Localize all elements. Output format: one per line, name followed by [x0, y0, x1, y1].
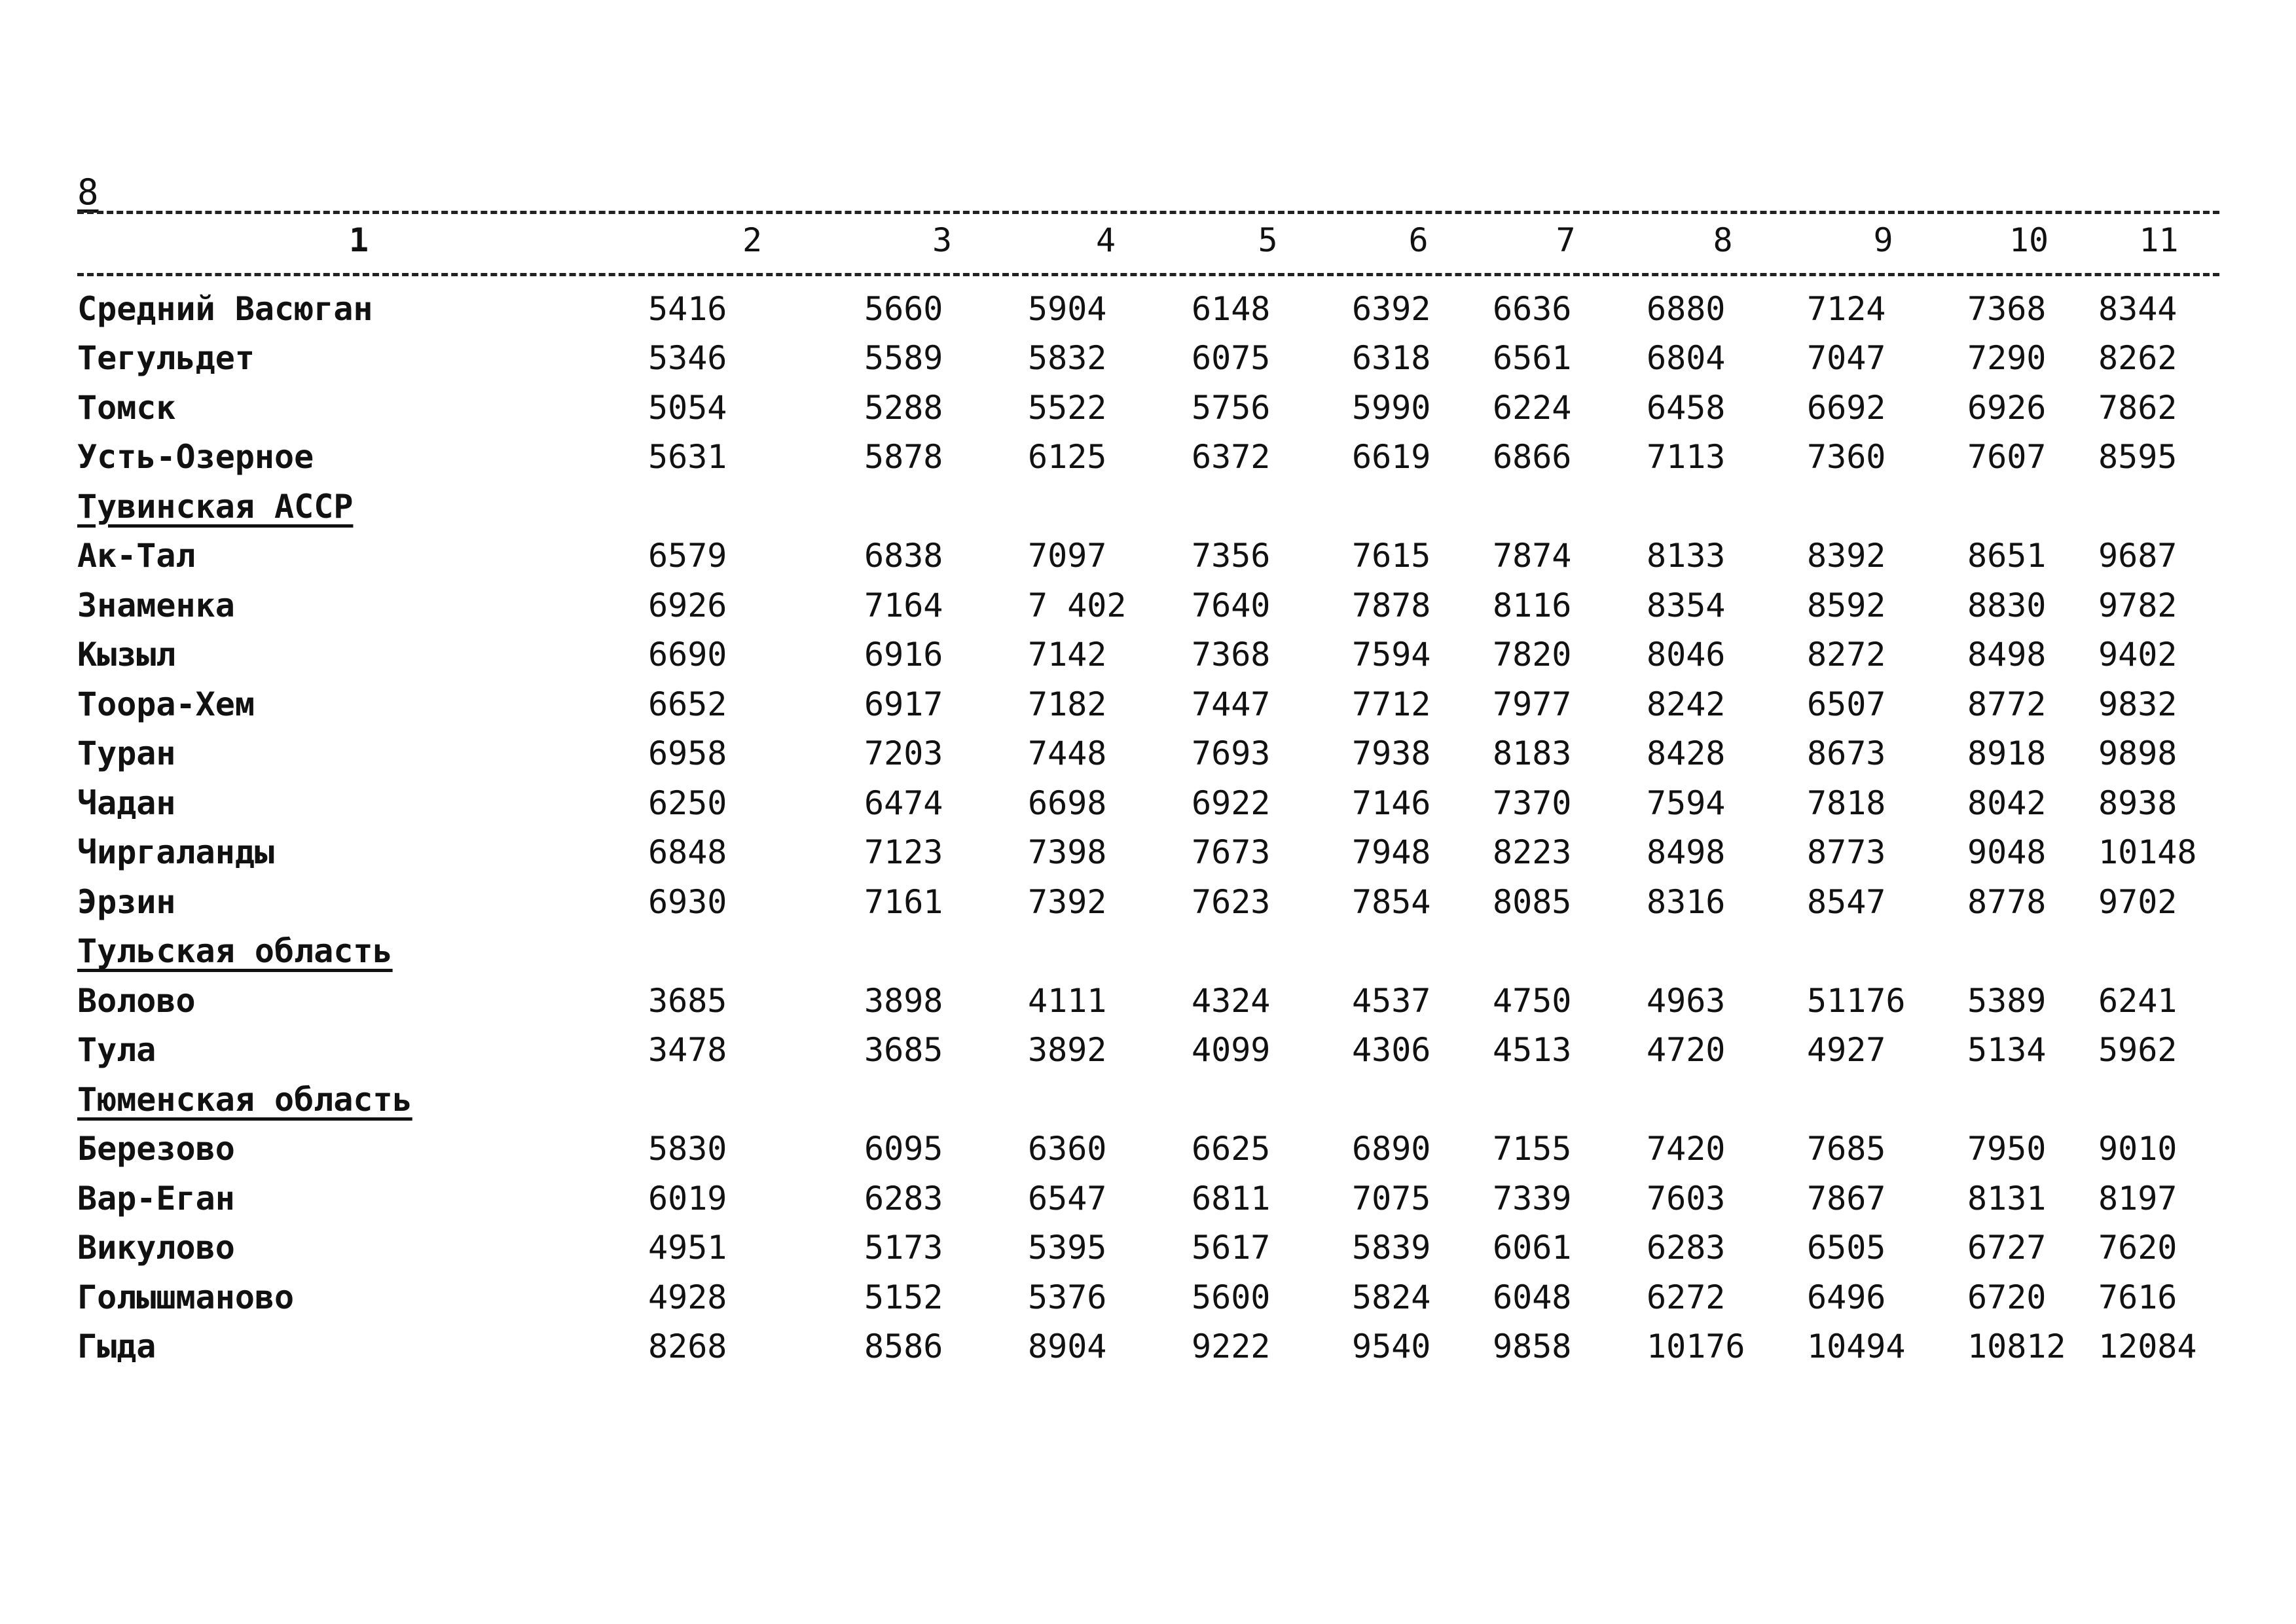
value-cell: 6019: [648, 1179, 727, 1218]
value-cell: 9540: [1352, 1327, 1431, 1366]
value-cell: 4537: [1352, 981, 1431, 1020]
value-cell: 7948: [1352, 833, 1431, 872]
header-row: [77, 223, 2219, 258]
value-cell: 51176: [1807, 981, 1906, 1020]
locality-name: Викулово: [77, 1229, 235, 1267]
value-cell: 7820: [1493, 636, 1572, 674]
value-cell: 4928: [648, 1278, 727, 1316]
value-cell: 9858: [1493, 1327, 1572, 1366]
value-cell: 8651: [1967, 537, 2047, 575]
value-cell: 7623: [1192, 882, 1271, 921]
column-header: 9: [1873, 221, 1893, 259]
value-cell: 8428: [1647, 734, 1726, 773]
value-cell: [856, 482, 1020, 532]
value-cell: 9010: [2098, 1130, 2178, 1168]
value-cell: 7182: [1028, 685, 1107, 723]
value-cell: 6360: [1028, 1130, 1107, 1168]
region-name: Тюменская область: [77, 1080, 412, 1119]
value-cell: 4720: [1647, 1031, 1726, 1070]
value-cell: 8268: [648, 1327, 727, 1366]
value-cell: 7368: [1192, 636, 1271, 674]
value-cell: [1639, 482, 1799, 532]
value-cell: 6224: [1493, 388, 1572, 427]
value-cell: 8085: [1493, 882, 1572, 921]
value-cell: 5346: [648, 339, 727, 378]
value-cell: 6652: [648, 685, 727, 723]
locality-name: Тоора-Хем: [77, 685, 255, 723]
locality-name: Голышманово: [77, 1278, 295, 1316]
value-cell: 6250: [648, 784, 727, 822]
value-cell: 7420: [1647, 1130, 1726, 1168]
value-cell: 3685: [864, 1031, 943, 1070]
value-cell: [1959, 927, 2090, 977]
value-cell: 5152: [864, 1278, 943, 1316]
value-cell: 7862: [2098, 388, 2178, 427]
value-cell: 7712: [1352, 685, 1431, 723]
table-row: [77, 581, 2219, 630]
value-cell: 7693: [1192, 734, 1271, 773]
value-cell: 7339: [1493, 1179, 1572, 1218]
value-cell: [1184, 482, 1344, 532]
value-cell: 9687: [2098, 537, 2178, 575]
locality-name: Тегульдет: [77, 339, 255, 378]
value-cell: 6283: [1647, 1229, 1726, 1267]
value-cell: 6507: [1807, 685, 1886, 723]
value-cell: 8116: [1493, 586, 1572, 624]
value-cell: 6148: [1192, 289, 1271, 328]
value-cell: 8498: [1647, 833, 1726, 872]
value-cell: 7164: [864, 586, 943, 624]
value-cell: 8673: [1807, 734, 1886, 773]
value-cell: 6048: [1493, 1278, 1572, 1316]
value-cell: 7448: [1028, 734, 1107, 773]
region-name: Тульская область: [77, 932, 393, 971]
value-cell: 7594: [1352, 636, 1431, 674]
value-cell: [1184, 1075, 1344, 1125]
value-cell: 4306: [1352, 1031, 1431, 1070]
value-cell: [1799, 482, 1959, 532]
value-cell: 8197: [2098, 1179, 2178, 1218]
value-cell: 6075: [1192, 339, 1271, 378]
value-cell: 6579: [648, 537, 727, 575]
value-cell: 7142: [1028, 636, 1107, 674]
value-cell: 7616: [2098, 1278, 2178, 1316]
region-heading-row: [77, 1075, 2219, 1125]
value-cell: 7878: [1352, 586, 1431, 624]
value-cell: 8042: [1967, 784, 2047, 822]
value-cell: 6930: [648, 882, 727, 921]
value-cell: 9898: [2098, 734, 2178, 773]
value-cell: 4111: [1028, 981, 1107, 1020]
value-cell: 7867: [1807, 1179, 1886, 1218]
table-row: [77, 284, 2219, 334]
value-cell: 5376: [1028, 1278, 1107, 1316]
value-cell: 5962: [2098, 1031, 2178, 1070]
value-cell: 6958: [648, 734, 727, 773]
value-cell: 7874: [1493, 537, 1572, 575]
value-cell: [640, 927, 856, 977]
table-row: [77, 433, 2219, 482]
value-cell: 6698: [1028, 784, 1107, 822]
column-header: 11: [2139, 221, 2179, 259]
value-cell: 5878: [864, 438, 943, 477]
locality-name: Чадан: [77, 784, 176, 822]
value-cell: 7203: [864, 734, 943, 773]
value-cell: 7155: [1493, 1130, 1572, 1168]
value-cell: 5990: [1352, 388, 1431, 427]
value-cell: 3685: [648, 981, 727, 1020]
value-cell: 7290: [1967, 339, 2047, 378]
value-cell: 7398: [1028, 833, 1107, 872]
table-row: [77, 679, 2219, 729]
value-cell: 5660: [864, 289, 943, 328]
locality-name: Вар-Еган: [77, 1179, 235, 1218]
value-cell: [1639, 1075, 1799, 1125]
value-cell: [1485, 1075, 1639, 1125]
data-table: [77, 223, 2219, 1371]
value-cell: 7594: [1647, 784, 1726, 822]
locality-name: Березово: [77, 1130, 235, 1168]
value-cell: 7603: [1647, 1179, 1726, 1218]
value-cell: 6916: [864, 636, 943, 674]
value-cell: 7673: [1192, 833, 1271, 872]
value-cell: 6848: [648, 833, 727, 872]
column-header: 7: [1556, 221, 1576, 259]
value-cell: 7818: [1807, 784, 1886, 822]
value-cell: 5054: [648, 388, 727, 427]
locality-name: Туран: [77, 734, 176, 773]
value-cell: 7356: [1192, 537, 1271, 575]
value-cell: 8242: [1647, 685, 1726, 723]
value-cell: 6318: [1352, 339, 1431, 378]
value-cell: 8392: [1807, 537, 1886, 575]
column-header: 8: [1713, 221, 1733, 259]
table-row: [77, 1272, 2219, 1322]
value-cell: 7075: [1352, 1179, 1431, 1218]
value-cell: [1184, 927, 1344, 977]
value-cell: 7360: [1807, 438, 1886, 477]
column-header: 5: [1258, 221, 1278, 259]
value-cell: 8830: [1967, 586, 2047, 624]
value-cell: [1959, 482, 2090, 532]
value-cell: 7368: [1967, 289, 2047, 328]
value-cell: [1959, 1075, 2090, 1125]
value-cell: 7615: [1352, 537, 1431, 575]
header-top-rule: [77, 211, 2219, 214]
locality-name: Гыда: [77, 1327, 156, 1366]
value-cell: 8498: [1967, 636, 2047, 674]
value-cell: 6561: [1493, 339, 1572, 378]
column-header: 4: [1095, 221, 1116, 259]
locality-name: Кызыл: [77, 636, 176, 674]
value-cell: 4513: [1493, 1031, 1572, 1070]
value-cell: 8046: [1647, 636, 1726, 674]
value-cell: 6241: [2098, 981, 2178, 1020]
value-cell: [1344, 1075, 1485, 1125]
value-cell: 9048: [1967, 833, 2047, 872]
value-cell: 8586: [864, 1327, 943, 1366]
locality-name: Томск: [77, 388, 176, 427]
value-cell: 6890: [1352, 1130, 1431, 1168]
value-cell: 9402: [2098, 636, 2178, 674]
value-cell: 7 402: [1028, 586, 1127, 624]
table-row: [77, 729, 2219, 779]
value-cell: [1020, 482, 1184, 532]
value-cell: 6636: [1493, 289, 1572, 328]
value-cell: 7950: [1967, 1130, 2047, 1168]
column-header: 10: [2009, 221, 2049, 259]
value-cell: 5631: [648, 438, 727, 477]
value-cell: 7370: [1493, 784, 1572, 822]
value-cell: 8592: [1807, 586, 1886, 624]
page-number: 8: [77, 171, 99, 213]
value-cell: 10148: [2098, 833, 2197, 872]
value-cell: 8595: [2098, 438, 2178, 477]
value-cell: 5832: [1028, 339, 1107, 378]
value-cell: 8938: [2098, 784, 2178, 822]
value-cell: 3898: [864, 981, 943, 1020]
value-cell: 9222: [1192, 1327, 1271, 1366]
locality-name: Средний Васюган: [77, 289, 373, 328]
table-row: [77, 1125, 2219, 1174]
value-cell: 6922: [1192, 784, 1271, 822]
value-cell: 6804: [1647, 339, 1726, 378]
value-cell: 3478: [648, 1031, 727, 1070]
value-cell: 4951: [648, 1229, 727, 1267]
value-cell: 9782: [2098, 586, 2178, 624]
value-cell: 7161: [864, 882, 943, 921]
value-cell: 7685: [1807, 1130, 1886, 1168]
column-header: 2: [742, 221, 763, 259]
value-cell: 8354: [1647, 586, 1726, 624]
locality-name: Волово: [77, 981, 196, 1020]
value-cell: 6474: [864, 784, 943, 822]
value-cell: 6625: [1192, 1130, 1271, 1168]
value-cell: 8133: [1647, 537, 1726, 575]
table-row: [77, 877, 2219, 927]
value-cell: 5824: [1352, 1278, 1431, 1316]
value-cell: [856, 1075, 1020, 1125]
value-cell: 6496: [1807, 1278, 1886, 1316]
value-cell: 7854: [1352, 882, 1431, 921]
value-cell: 5522: [1028, 388, 1107, 427]
value-cell: 5617: [1192, 1229, 1271, 1267]
table-row: [77, 828, 2219, 878]
value-cell: 6547: [1028, 1179, 1107, 1218]
value-cell: 6619: [1352, 438, 1431, 477]
table-row: [77, 383, 2219, 433]
value-cell: 8778: [1967, 882, 2047, 921]
value-cell: [1485, 927, 1639, 977]
table-row: [77, 976, 2219, 1026]
table-row: [77, 1322, 2219, 1372]
value-cell: 9832: [2098, 685, 2178, 723]
value-cell: 7938: [1352, 734, 1431, 773]
value-cell: 8344: [2098, 289, 2178, 328]
value-cell: 7620: [2098, 1229, 2178, 1267]
table-row: [77, 778, 2219, 828]
table-body: [77, 223, 2219, 1371]
value-cell: 7123: [864, 833, 943, 872]
value-cell: 6690: [648, 636, 727, 674]
value-cell: 7640: [1192, 586, 1271, 624]
table-row: [77, 1223, 2219, 1273]
value-cell: 7447: [1192, 685, 1271, 723]
value-cell: 8772: [1967, 685, 2047, 723]
value-cell: [1485, 482, 1639, 532]
value-cell: 6880: [1647, 289, 1726, 328]
locality-name: Тула: [77, 1031, 156, 1070]
value-cell: 8262: [2098, 339, 2178, 378]
value-cell: 7392: [1028, 882, 1107, 921]
value-cell: 6283: [864, 1179, 943, 1218]
value-cell: 5904: [1028, 289, 1107, 328]
table-row: [77, 1174, 2219, 1223]
value-cell: 7113: [1647, 438, 1726, 477]
table-row: [77, 532, 2219, 581]
value-cell: 8223: [1493, 833, 1572, 872]
value-cell: 7977: [1493, 685, 1572, 723]
value-cell: [2090, 1075, 2219, 1125]
value-cell: 7097: [1028, 537, 1107, 575]
value-cell: 6926: [1967, 388, 2047, 427]
column-header: 3: [932, 221, 953, 259]
value-cell: [1344, 927, 1485, 977]
value-cell: [1799, 1075, 1959, 1125]
value-cell: 6372: [1192, 438, 1271, 477]
region-name: Тувинская АССР: [77, 487, 354, 526]
value-cell: [1344, 482, 1485, 532]
value-cell: 5756: [1192, 388, 1271, 427]
value-cell: 6692: [1807, 388, 1886, 427]
value-cell: 8547: [1807, 882, 1886, 921]
table-row: [77, 334, 2219, 384]
locality-name: Знаменка: [77, 586, 235, 624]
value-cell: 5416: [648, 289, 727, 328]
locality-name: Эрзин: [77, 882, 176, 921]
value-cell: 5589: [864, 339, 943, 378]
value-cell: 4750: [1493, 981, 1572, 1020]
value-cell: 8183: [1493, 734, 1572, 773]
value-cell: [640, 1075, 856, 1125]
value-cell: 6926: [648, 586, 727, 624]
value-cell: 7124: [1807, 289, 1886, 328]
value-cell: 6272: [1647, 1278, 1726, 1316]
value-cell: 6392: [1352, 289, 1431, 328]
value-cell: [1799, 927, 1959, 977]
value-cell: 6727: [1967, 1229, 2047, 1267]
table-row: [77, 630, 2219, 680]
value-cell: 5389: [1967, 981, 2047, 1020]
value-cell: 8904: [1028, 1327, 1107, 1366]
value-cell: 6917: [864, 685, 943, 723]
value-cell: 6720: [1967, 1278, 2047, 1316]
value-cell: [856, 927, 1020, 977]
value-cell: 8272: [1807, 636, 1886, 674]
locality-name: Чиргаланды: [77, 833, 275, 872]
region-heading-row: [77, 482, 2219, 532]
value-cell: [2090, 927, 2219, 977]
value-cell: 6838: [864, 537, 943, 575]
value-cell: 6505: [1807, 1229, 1886, 1267]
value-cell: 7607: [1967, 438, 2047, 477]
value-cell: 5134: [1967, 1031, 2047, 1070]
header-spacer: [77, 258, 2219, 284]
value-cell: 5173: [864, 1229, 943, 1267]
value-cell: 6811: [1192, 1179, 1271, 1218]
value-cell: 6061: [1493, 1229, 1572, 1267]
value-cell: 5395: [1028, 1229, 1107, 1267]
value-cell: 6125: [1028, 438, 1107, 477]
value-cell: 4324: [1192, 981, 1271, 1020]
value-cell: 6458: [1647, 388, 1726, 427]
value-cell: 5600: [1192, 1278, 1271, 1316]
value-cell: 3892: [1028, 1031, 1107, 1070]
value-cell: [1020, 927, 1184, 977]
value-cell: 8918: [1967, 734, 2047, 773]
value-cell: 8131: [1967, 1179, 2047, 1218]
value-cell: 7146: [1352, 784, 1431, 822]
value-cell: 10176: [1647, 1327, 1745, 1366]
locality-name: Усть-Озерное: [77, 438, 314, 477]
value-cell: 8316: [1647, 882, 1726, 921]
value-cell: 4927: [1807, 1031, 1886, 1070]
value-cell: 5839: [1352, 1229, 1431, 1267]
value-cell: 4963: [1647, 981, 1726, 1020]
value-cell: [1020, 1075, 1184, 1125]
value-cell: 4099: [1192, 1031, 1271, 1070]
value-cell: 10812: [1967, 1327, 2066, 1366]
value-cell: 6866: [1493, 438, 1572, 477]
value-cell: 5288: [864, 388, 943, 427]
value-cell: 9702: [2098, 882, 2178, 921]
value-cell: [640, 482, 856, 532]
locality-name: Ак-Тал: [77, 537, 196, 575]
table-row: [77, 1026, 2219, 1075]
column-header: 6: [1408, 221, 1429, 259]
value-cell: [2090, 482, 2219, 532]
value-cell: 7047: [1807, 339, 1886, 378]
value-cell: 8773: [1807, 833, 1886, 872]
value-cell: [1639, 927, 1799, 977]
value-cell: 6095: [864, 1130, 943, 1168]
value-cell: 12084: [2098, 1327, 2197, 1366]
value-cell: 10494: [1807, 1327, 1906, 1366]
column-header: 1: [348, 221, 369, 259]
region-heading-row: [77, 927, 2219, 977]
value-cell: 5830: [648, 1130, 727, 1168]
